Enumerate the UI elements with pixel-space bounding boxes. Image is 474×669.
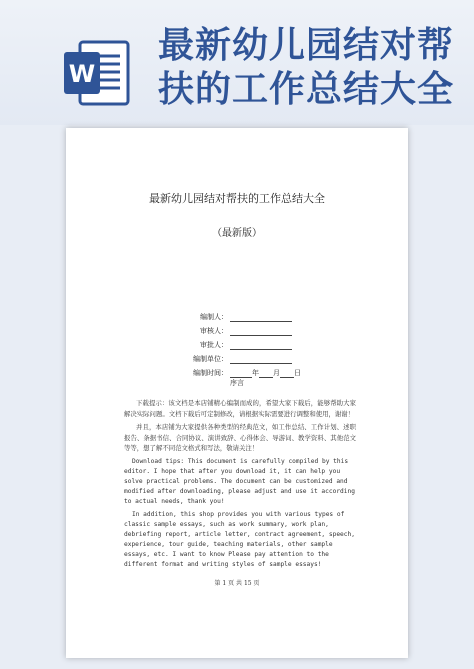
field-blank [230,326,292,336]
field-label: 编制人： [200,313,228,321]
word-document-icon [62,38,132,108]
word-icon-letter: W [68,60,96,88]
year-label: 年 [252,369,259,377]
banner-title-line1: 最新幼儿园结对帮 [158,25,455,66]
banner-title-line2: 扶的工作总结大全 [158,69,455,110]
document-title: 最新幼儿园结对帮扶的工作总结大全 [149,192,325,205]
preface-body [124,398,356,573]
field-label: 编制单位： [193,355,228,363]
field-row-unit [186,350,326,364]
year-blank [230,369,252,378]
field-row-preparer [186,308,326,322]
field-blank [230,354,292,364]
field-blank [230,340,292,350]
banner [0,0,474,125]
signature-fields [186,308,326,378]
paragraph-download-tip-zh: 下载提示：该文档是本店铺精心编制而成的，希望大家下载后，能够帮助大家解决实际问题。文档下载后可定制修改，请根据实际需要进行调整和使用，谢谢！ [124,399,356,418]
paragraph-sample-types-en: In addition, this shop provides you with various types of classic sample essays, such as work summary, work plan, debriefing report, article letter, contract agreement, speech, experience, tour guide, teaching materials, other sample essays, etc. I want to know Please pay attention to the different format and writing styles of sample essays! [124,510,355,568]
field-label: 编制时间： [193,369,228,377]
field-label: 审核人： [200,327,228,335]
field-label: 审批人： [200,341,228,349]
field-blank [230,312,292,322]
preface-heading: 序言 [230,379,244,387]
document-subtitle: （最新版） [212,228,262,239]
document-page [66,128,408,658]
day-blank [280,369,294,378]
paragraph-download-tip-en: Download tips: This document is carefully compiled by this editor. I hope that after you download it, it can help you solve practical problems. The document can be customized and modified after downloading, please adjust and use it according to actual needs, thank you! [124,457,355,505]
banner-title [158,24,458,112]
page-footer: 第 1 页 共 15 页 [214,580,260,587]
month-label: 月 [273,369,280,377]
month-blank [259,369,273,378]
paragraph-sample-types-zh: 并且，本店铺为大家提供各种类型的经典范文，如工作总结、工作计划、述职报告、条据书信、合同协议、演讲致辞、心得体会、导游词、教学资料、其他范文等等，想了解不同范文格式和写法，敬请关注！ [124,423,356,452]
day-label: 日 [294,369,301,377]
field-row-reviewer [186,322,326,336]
field-row-date [186,364,326,378]
field-row-approver [186,336,326,350]
